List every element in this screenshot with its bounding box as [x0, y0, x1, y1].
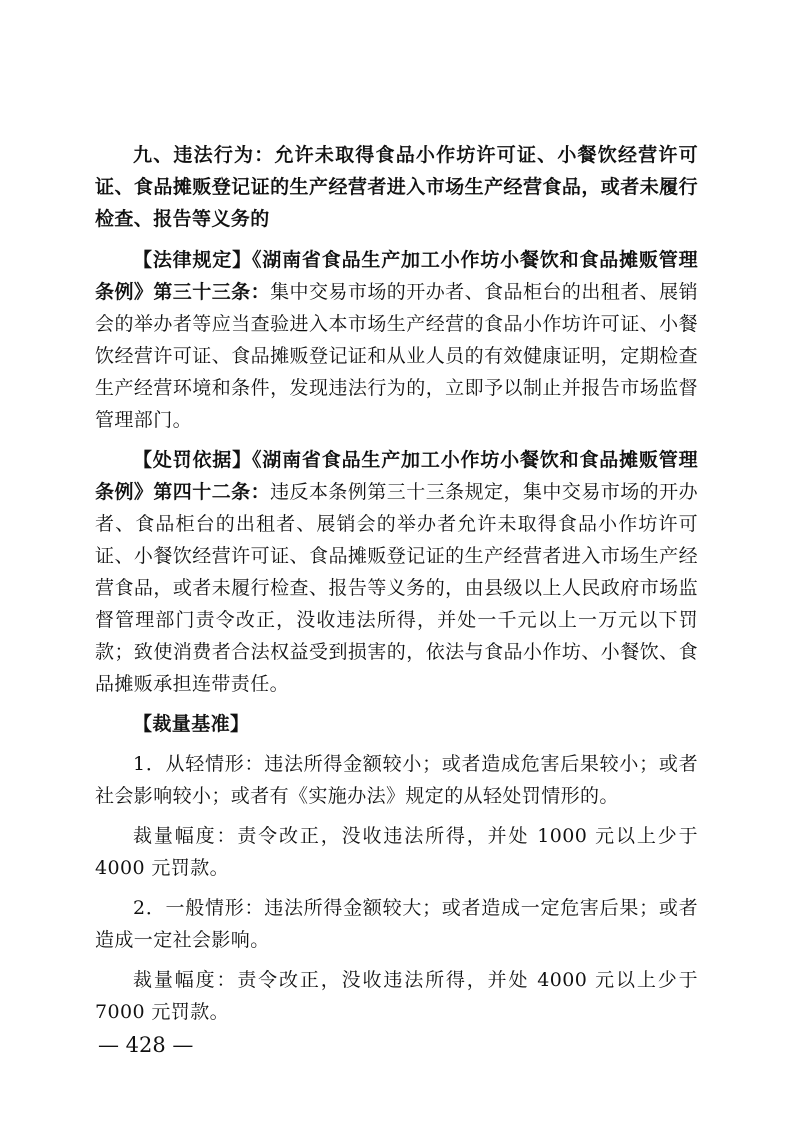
- lenient-case: 1．从轻情形：违法所得金额较小；或者造成危害后果较小；或者社会影响较小；或者有《实施办法》规定的从轻处罚情形的。: [95, 753, 698, 807]
- general-case: 2．一般情形：违法所得金额较大；或者造成一定危害后果；或者造成一定社会影响。: [95, 897, 698, 951]
- penalty-basis-paragraph: [95, 444, 698, 700]
- document-body: [95, 139, 698, 1036]
- page-number: — 428 —: [98, 1033, 194, 1057]
- legal-basis-paragraph: [95, 244, 698, 436]
- legal-basis-text: 集中交易市场的开办者、食品柜台的出租者、展销会的举办者等应当查验进入本市场生产经营的食品小作坊许可证、小餐饮经营许可证、食品摊贩登记证和从业人员的有效健康证明，定期检查生产经营环境和条件，发现违法行为的，立即予以制止并报告市场监督管理部门。: [95, 281, 698, 431]
- violation-heading: 九、违法行为：允许未取得食品小作坊许可证、小餐饮经营许可证、食品摊贩登记证的生产经营者进入市场生产经营食品，或者未履行检查、报告等义务的: [95, 144, 698, 230]
- general-range: 裁量幅度：责令改正，没收违法所得，并处 4000 元以上少于 7000 元罚款。: [95, 969, 698, 1023]
- penalty-basis-text: 违反本条例第三十三条规定，集中交易市场的开办者、食品柜台的出租者、展销会的举办者允许未取得食品小作坊许可证、小餐饮经营许可证、食品摊贩登记证的生产经营者进入市场生产经营食品，或者未履行检查、报告等义务的，由县级以上人民政府市场监督管理部门责令改正，没收违法所得，并处一千元以上一万元以下罚款；致使消费者合法权益受到损害的，依法与食品小作坊、小餐饮、食品摊贩承担连带责任。: [95, 481, 698, 695]
- lenient-range: 裁量幅度：责令改正，没收违法所得，并处 1000 元以上少于 4000 元罚款。: [95, 825, 698, 879]
- legal-basis-label: 【法律规定】《湖南省食品生产加工小作坊小餐饮和食品摊贩管理条例》第三十三条：: [95, 249, 698, 303]
- discretion-standard-title: 【裁量基准】: [133, 713, 250, 735]
- penalty-basis-label: 【处罚依据】《湖南省食品生产加工小作坊小餐饮和食品摊贩管理条例》第四十二条：: [95, 449, 698, 503]
